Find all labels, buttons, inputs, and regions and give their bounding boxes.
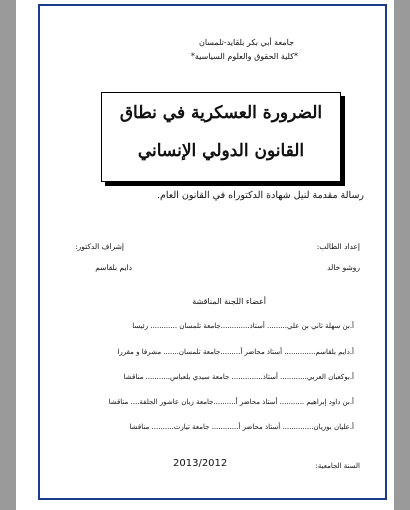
supervisor-name: دايم بلقاسم (95, 263, 132, 272)
title-line-1: الضرورة العسكرية في نطاق (119, 103, 323, 123)
document-page (16, 0, 394, 510)
committee-member: أ.بن سهلة ثاني بن علي......... أستاذ.............جامعة تلمسان ............ رئيسا (132, 322, 354, 330)
student-name: روشو خالد (327, 263, 360, 272)
academic-year: 2013/2012 (173, 458, 228, 469)
university-name: جامعة أبي بكر بلقايد-تلمسان (198, 38, 294, 47)
faculty-name: *كلية الحقوق والعلوم السياسية* (190, 52, 298, 61)
committee-member: أ.بن داود إبراهيم ........... أستاذ محاضر أ..........جامعة زيان عاشور الجلفة.... مناقشا (108, 398, 354, 406)
thesis-note: رسالة مقدمة لنيل شهادة الدكتوراه في القانون العام. (156, 190, 364, 201)
committee-member: أ.عليان بوزيان.............. أستاذ محاضر أ............ جامعة تيارت.......... مناقشا (129, 423, 354, 431)
committee-member: أ.بوكعبان العربي............ أستاذ.............. جامعة سيدي بلعباس........... مناقشا (123, 373, 354, 381)
prepared-by-label: إعداد الطالب: (316, 242, 360, 251)
supervisor-label: إشراف الدكتور: (75, 242, 124, 251)
academic-year-label: السنة الجامعية: (315, 462, 360, 470)
committee-heading: أعضاء اللجنة المناقشة (192, 297, 266, 306)
title-box (101, 92, 341, 182)
title-line-2: القانون الدولي الإنساني (137, 141, 305, 161)
committee-member: أ.دايم بلقاسم.............. أستاذ محاضر أ.........جامعة تلمسان....... مشرفا و مقررا (117, 348, 354, 356)
